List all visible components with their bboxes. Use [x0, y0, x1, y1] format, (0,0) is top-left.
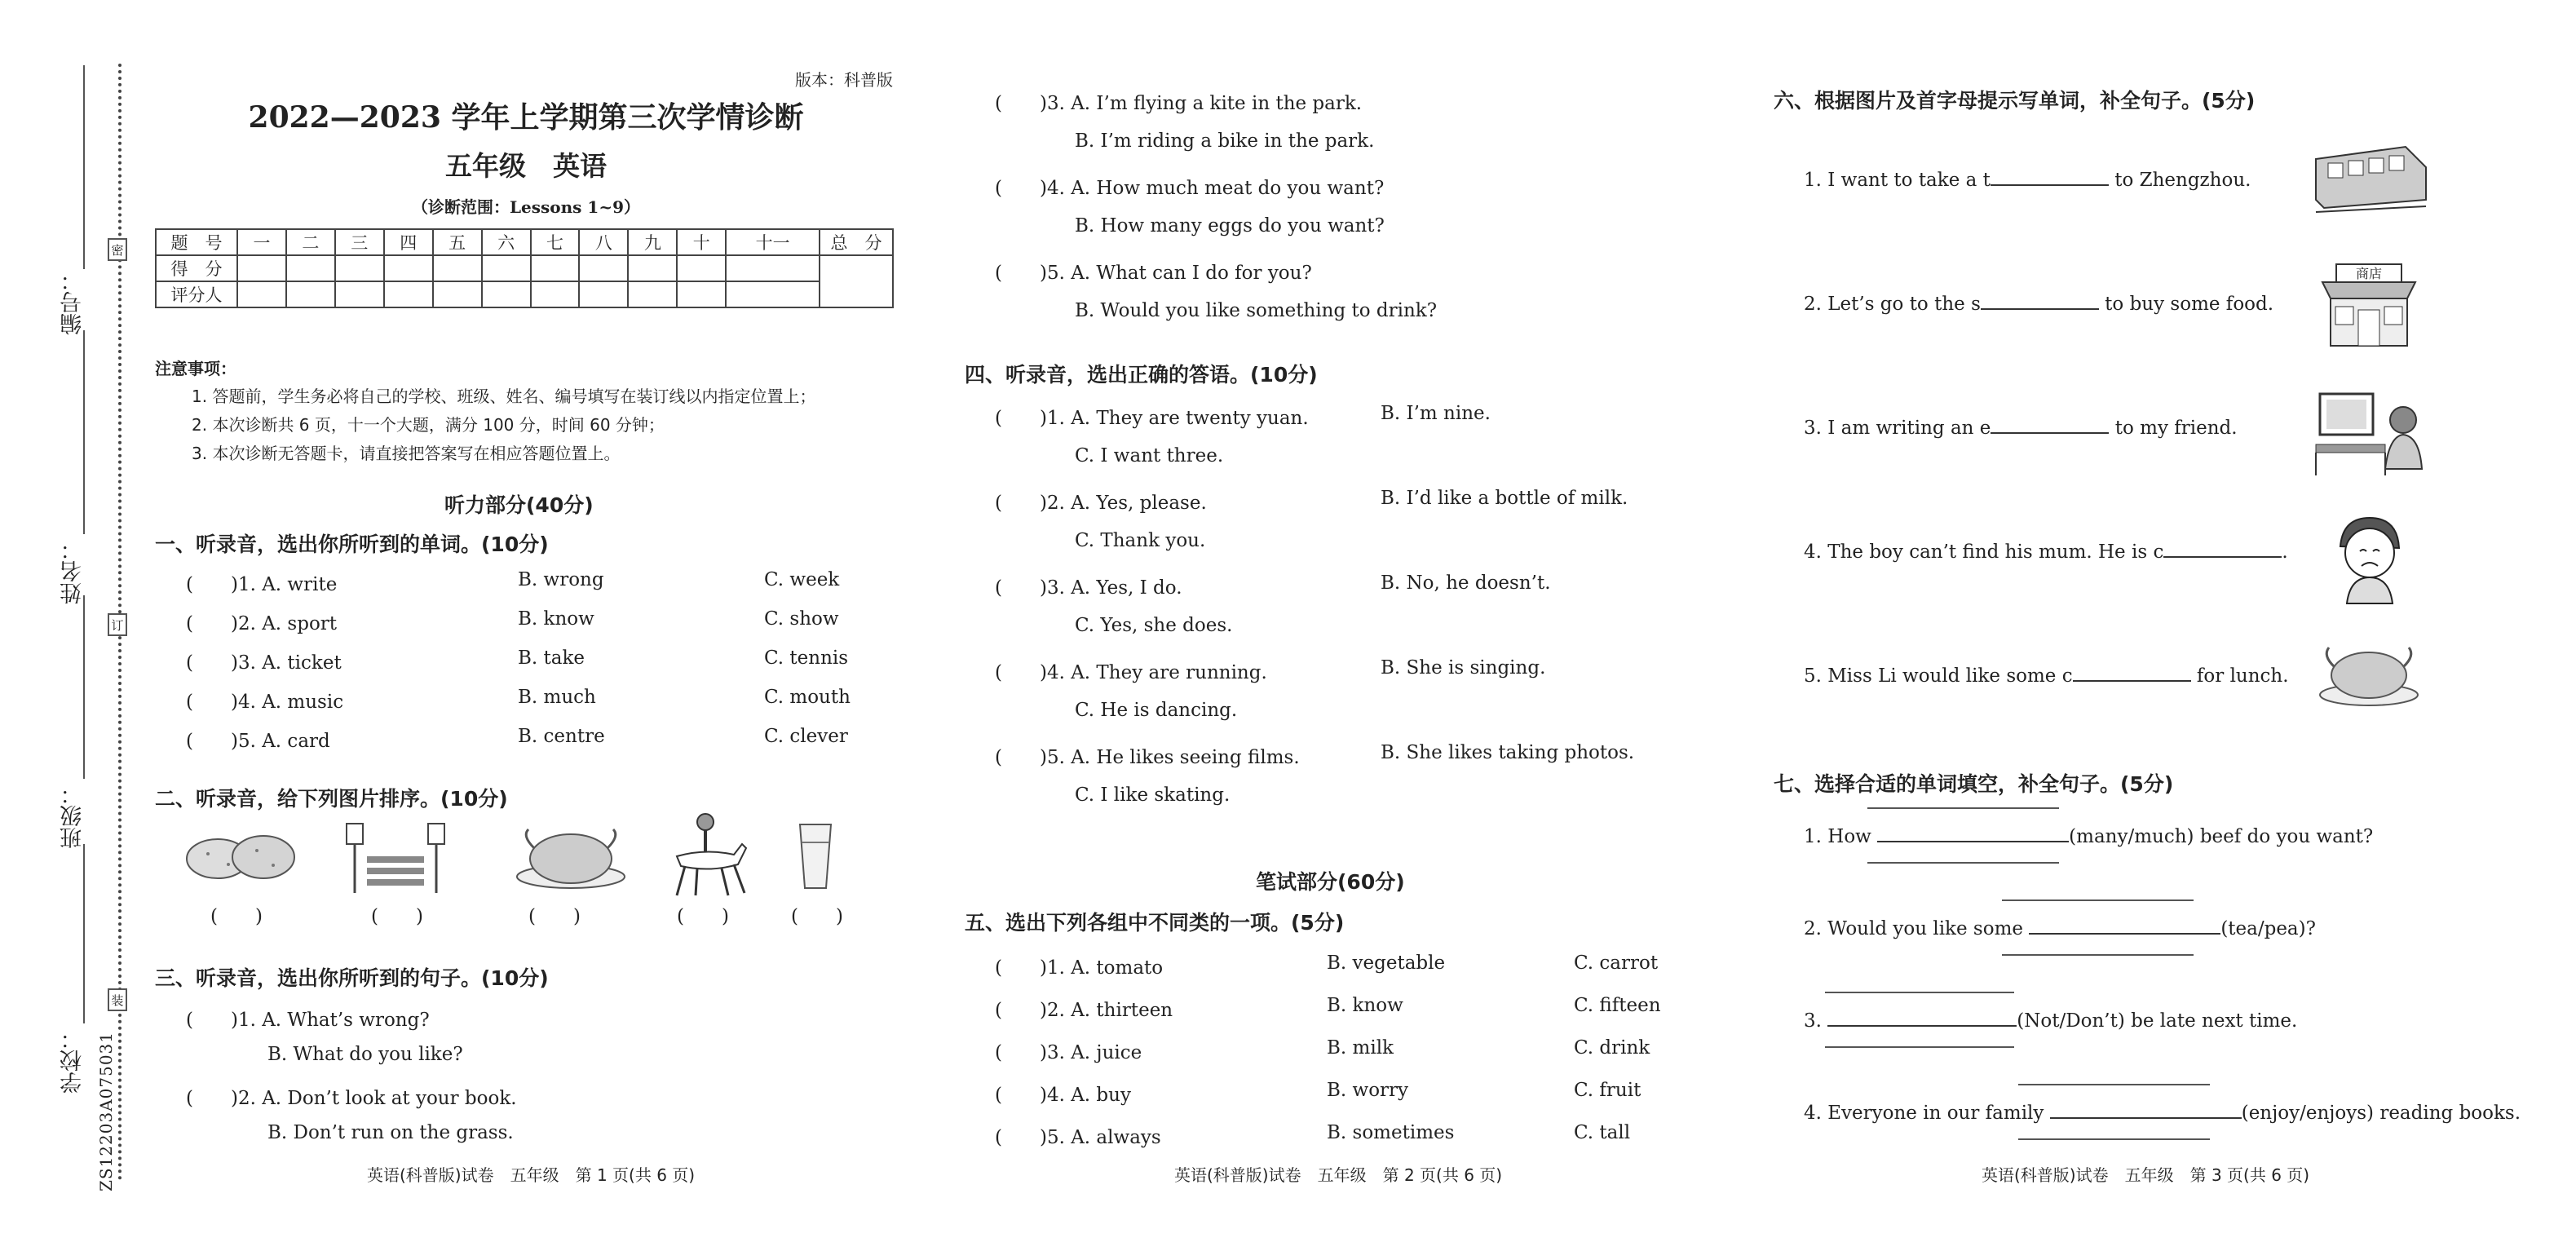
section-1-title: 一、听录音，选出你所听到的单词。(10分)	[155, 533, 549, 556]
s2-answer-3[interactable]: ( )	[528, 906, 581, 927]
s1-q5-b: B. centre	[518, 726, 605, 747]
s2-answer-5[interactable]: ( )	[791, 906, 843, 927]
writing-guide-line	[1825, 1046, 2014, 1048]
row-label: 得 分	[156, 255, 237, 281]
s3-q5-b: B. Would you like something to drink?	[1075, 300, 1438, 321]
section-5-title: 五、选出下列各组中不同类的一项。(5分)	[965, 911, 1345, 935]
s3-q1-a[interactable]: ( )1. A. What’s wrong?	[186, 1010, 430, 1031]
score-cell[interactable]	[482, 255, 531, 281]
shop-sign-text: 商店	[2355, 266, 2383, 281]
s7-q3	[1804, 1010, 2297, 1032]
writing-guide-line	[1867, 862, 2059, 864]
s1-q2-c: C. show	[764, 608, 839, 630]
s6-q3-pre: 3. I am writing an e	[1804, 418, 1991, 439]
s6-q2-post: to buy some food.	[2098, 294, 2274, 315]
s5-q2-b: B. know	[1327, 995, 1403, 1016]
s1-q2-a[interactable]: ( )2. A. sport	[186, 613, 338, 634]
s6-q3-post: to my friend.	[2109, 418, 2238, 439]
exam-subtitle: 五年级 英语	[445, 150, 607, 182]
grader-cell[interactable]	[433, 281, 482, 307]
train-icon	[2308, 135, 2430, 216]
s5-q5-a[interactable]: ( )5. A. always	[995, 1127, 1161, 1148]
s4-q5-b: B. She likes taking photos.	[1381, 742, 1635, 763]
grader-cell[interactable]	[628, 281, 677, 307]
s1-q1-c: C. week	[764, 569, 840, 590]
header-cell: 十	[677, 229, 726, 255]
s7-q4-post: (enjoy/enjoys) reading books.	[2241, 1103, 2521, 1124]
score-cell[interactable]	[677, 255, 726, 281]
s2-answer-4[interactable]: ( )	[677, 906, 729, 927]
section-3-title: 三、听录音，选出你所听到的句子。(10分)	[155, 966, 549, 990]
writing-guide-line	[1867, 807, 2059, 809]
s1-q4-a[interactable]: ( )4. A. music	[186, 692, 344, 713]
s1-q1-a[interactable]: ( )1. A. write	[186, 574, 338, 595]
s6-q3	[1804, 418, 2238, 439]
score-cell[interactable]	[531, 255, 580, 281]
s5-q3-b: B. milk	[1327, 1037, 1394, 1059]
s5-q5-b: B. sometimes	[1327, 1122, 1455, 1143]
s3-q5-a[interactable]: ( )5. A. What can I do for you?	[995, 263, 1312, 284]
crying-boy-icon	[2331, 514, 2408, 608]
listening-part-title: 听力部分(40分)	[444, 493, 594, 517]
notes-title: 注意事项：	[155, 359, 236, 378]
seal-mark-3: 装	[108, 988, 127, 1011]
page-2-footer: 英语(科普版)试卷 五年级 第 2 页(共 6 页)	[1174, 1165, 1503, 1185]
shop-icon	[2316, 261, 2422, 351]
s7-q2-post: (tea/pea)?	[2220, 918, 2316, 939]
s4-q5-a[interactable]: ( )5. A. He likes seeing films.	[995, 747, 1300, 768]
road-crossing-icon	[338, 815, 453, 897]
section-2-title: 二、听录音，给下列图片排序。(10分)	[155, 787, 508, 811]
s7-q1	[1804, 826, 2373, 847]
header-cell: 五	[433, 229, 482, 255]
seal-mark-2: 订	[108, 613, 127, 636]
written-part-title: 笔试部分(60分)	[1256, 870, 1405, 894]
header-cell: 三	[335, 229, 384, 255]
header-cell: 四	[384, 229, 433, 255]
computer-writing-icon	[2312, 387, 2426, 481]
section-4-title: 四、听录音，选出正确的答语。(10分)	[965, 363, 1318, 387]
header-cell: 总 分	[820, 229, 893, 255]
s6-q5-pre: 5. Miss Li would like some c	[1804, 665, 2073, 687]
page-3-footer: 英语(科普版)试卷 五年级 第 3 页(共 6 页)	[1982, 1165, 2310, 1185]
s6-q1-blank[interactable]	[1991, 184, 2109, 186]
s3-q3-a[interactable]: ( )3. A. I’m flying a kite in the park.	[995, 93, 1363, 114]
s4-q5-c: C. I like skating.	[1075, 785, 1231, 806]
s1-q2-b: B. know	[518, 608, 594, 630]
s7-q1-post: (many/much) beef do you want?	[2069, 826, 2374, 847]
s4-q2-a[interactable]: ( )2. A. Yes, please.	[995, 493, 1207, 514]
grader-cell[interactable]	[335, 281, 384, 307]
s4-q4-a[interactable]: ( )4. A. They are running.	[995, 662, 1267, 683]
s1-q3-b: B. take	[518, 648, 585, 669]
s6-q1-post: to Zhengzhou.	[2108, 170, 2251, 191]
s5-q5-c: C. tall	[1574, 1122, 1631, 1143]
s5-q2-a[interactable]: ( )2. A. thirteen	[995, 1000, 1173, 1021]
s6-q5	[1804, 665, 2289, 687]
header-cell: 六	[482, 229, 531, 255]
seal-mark-1: 密	[108, 238, 127, 261]
s4-q4-c: C. He is dancing.	[1075, 700, 1238, 721]
horse-rider-icon	[665, 807, 754, 901]
score-table	[155, 228, 894, 308]
s4-q2-c: C. Thank you.	[1075, 530, 1206, 551]
score-header-row	[156, 229, 893, 255]
roast-chicken-icon	[514, 820, 628, 893]
score-cell[interactable]	[286, 255, 335, 281]
s5-q1-b: B. vegetable	[1327, 952, 1446, 974]
writing-guide-line	[2018, 1138, 2210, 1140]
note-item: 3. 本次诊断无答题卡，请直接把答案写在相应答题位置上。	[192, 444, 621, 463]
s6-q2-pre: 2. Let’s go to the s	[1804, 294, 1981, 315]
score-cell[interactable]	[433, 255, 482, 281]
roast-chicken-icon-2	[2316, 636, 2422, 709]
s1-q3-c: C. tennis	[764, 648, 849, 669]
header-cell: 七	[531, 229, 580, 255]
row-label: 评分人	[156, 281, 237, 307]
school-label: 学校：	[60, 1028, 86, 1094]
s1-q5-c: C. clever	[764, 726, 848, 747]
s6-q1	[1804, 170, 2251, 191]
s3-q4-a[interactable]: ( )4. A. How much meat do you want?	[995, 178, 1385, 199]
version-label: 版本：科普版	[795, 70, 893, 90]
class-label: 班级：	[60, 783, 86, 849]
s7-q3-blank[interactable]	[1827, 1025, 2017, 1027]
s7-q2-pre: 2. Would you like some	[1804, 918, 2030, 939]
writing-guide-line	[2002, 899, 2194, 901]
score-cell[interactable]	[384, 255, 433, 281]
s6-q5-post: for lunch.	[2190, 665, 2289, 687]
total-cell[interactable]	[820, 255, 893, 307]
s3-q3-b: B. I’m riding a bike in the park.	[1075, 130, 1375, 152]
s5-q4-a[interactable]: ( )4. A. buy	[995, 1085, 1131, 1106]
s4-q3-a[interactable]: ( )3. A. Yes, I do.	[995, 577, 1182, 599]
score-cell[interactable]	[335, 255, 384, 281]
s7-q4	[1804, 1103, 2521, 1124]
header-cell: 二	[286, 229, 335, 255]
s6-q4	[1804, 541, 2288, 563]
s4-q3-b: B. No, he doesn’t.	[1381, 572, 1551, 594]
glass-of-milk-icon	[795, 820, 836, 893]
s7-q4-pre: 4. Everyone in our family	[1804, 1103, 2050, 1124]
s7-q4-blank[interactable]	[2050, 1117, 2242, 1119]
s6-q5-blank[interactable]	[2073, 680, 2191, 682]
s3-q2-b: B. Don’t run on the grass.	[267, 1122, 514, 1143]
s7-q2	[1804, 918, 2316, 939]
s3-q4-b: B. How many eggs do you want?	[1075, 215, 1385, 236]
potatoes-icon	[183, 828, 298, 885]
s6-q1-pre: 1. I want to take a t	[1804, 170, 1991, 191]
s1-q1-b: B. wrong	[518, 569, 604, 590]
s1-q4-b: B. much	[518, 687, 596, 708]
note-item: 1. 答题前，学生务必将自己的学校、班级、姓名、编号填写在装订线以内指定位置上；	[192, 387, 816, 406]
s6-q2	[1804, 294, 2273, 315]
s1-q3-a[interactable]: ( )3. A. ticket	[186, 652, 342, 674]
s4-q2-b: B. I’d like a bottle of milk.	[1381, 488, 1628, 509]
s4-q1-a[interactable]: ( )1. A. They are twenty yuan.	[995, 408, 1309, 429]
writing-guide-line	[2002, 954, 2194, 956]
header-cell: 九	[628, 229, 677, 255]
s5-q3-a[interactable]: ( )3. A. juice	[995, 1042, 1142, 1063]
score-cell[interactable]	[726, 255, 820, 281]
header-cell: 一	[237, 229, 286, 255]
paper-code: ZS12203A075031	[96, 1032, 116, 1192]
grader-cell[interactable]	[237, 281, 286, 307]
exam-title: 2022—2023 学年上学期第三次学情诊断	[248, 100, 804, 135]
note-item: 2. 本次诊断共 6 页，十一个大题，满分 100 分，时间 60 分钟；	[192, 415, 665, 435]
name-label: 姓名：	[60, 538, 86, 604]
score-cell[interactable]	[628, 255, 677, 281]
number-label: 编号：	[60, 269, 86, 335]
grader-row	[156, 281, 893, 307]
header-cell: 题 号	[156, 229, 237, 255]
grader-cell[interactable]	[482, 281, 531, 307]
s5-q1-a[interactable]: ( )1. A. tomato	[995, 957, 1164, 979]
grader-cell[interactable]	[677, 281, 726, 307]
number-write-line[interactable]	[83, 65, 85, 269]
s7-q3-post: (Not/Don’t) be late next time.	[2017, 1010, 2298, 1032]
school-write-line[interactable]	[83, 844, 85, 1023]
s3-q1-b: B. What do you like?	[267, 1044, 463, 1065]
s7-q2-blank[interactable]	[2029, 933, 2220, 935]
s2-answer-2[interactable]: ( )	[371, 906, 423, 927]
grader-cell[interactable]	[286, 281, 335, 307]
grader-cell[interactable]	[726, 281, 820, 307]
section-7-title: 七、选择合适的单词填空，补全句子。(5分)	[1774, 772, 2174, 796]
s7-q1-blank[interactable]	[1877, 841, 2069, 842]
s6-q4-pre: 4. The boy can’t find his mum. He is c	[1804, 541, 2164, 563]
s1-q4-c: C. mouth	[764, 687, 851, 708]
writing-guide-line	[2018, 1084, 2210, 1085]
s4-q1-c: C. I want three.	[1075, 445, 1224, 466]
s1-q5-a[interactable]: ( )5. A. card	[186, 731, 330, 752]
class-write-line[interactable]	[83, 595, 85, 779]
header-cell: 十一	[726, 229, 820, 255]
grader-cell[interactable]	[531, 281, 580, 307]
s4-q4-b: B. She is singing.	[1381, 657, 1546, 678]
s7-q3-pre: 3.	[1804, 1010, 1828, 1032]
s6-q2-blank[interactable]	[1981, 308, 2099, 310]
grader-cell[interactable]	[579, 281, 628, 307]
score-cell[interactable]	[237, 255, 286, 281]
s5-q4-c: C. fruit	[1574, 1080, 1641, 1101]
s4-q3-c: C. Yes, she does.	[1075, 615, 1233, 636]
s5-q1-c: C. carrot	[1574, 952, 1659, 974]
header-cell: 八	[579, 229, 628, 255]
s5-q3-c: C. drink	[1574, 1037, 1650, 1059]
s7-q1-pre: 1. How	[1804, 826, 1878, 847]
s6-q3-blank[interactable]	[1991, 432, 2109, 434]
writing-guide-line	[1825, 992, 2014, 993]
section-6-title: 六、根据图片及首字母提示写单词，补全句子。(5分)	[1774, 89, 2256, 113]
s5-q4-b: B. worry	[1327, 1080, 1409, 1101]
s5-q2-c: C. fifteen	[1574, 995, 1661, 1016]
s6-q4-post: .	[2282, 541, 2288, 563]
exam-scope: （诊断范围：Lessons 1~9）	[412, 197, 640, 217]
score-row	[156, 255, 893, 281]
grader-cell[interactable]	[384, 281, 433, 307]
s6-q4-blank[interactable]	[2163, 556, 2282, 558]
page-1-footer: 英语(科普版)试卷 五年级 第 1 页(共 6 页)	[367, 1165, 696, 1185]
s2-answer-1[interactable]: ( )	[210, 906, 263, 927]
s4-q1-b: B. I’m nine.	[1381, 403, 1491, 424]
s3-q2-a[interactable]: ( )2. A. Don’t look at your book.	[186, 1088, 517, 1109]
name-write-line[interactable]	[83, 330, 85, 534]
score-cell[interactable]	[579, 255, 628, 281]
